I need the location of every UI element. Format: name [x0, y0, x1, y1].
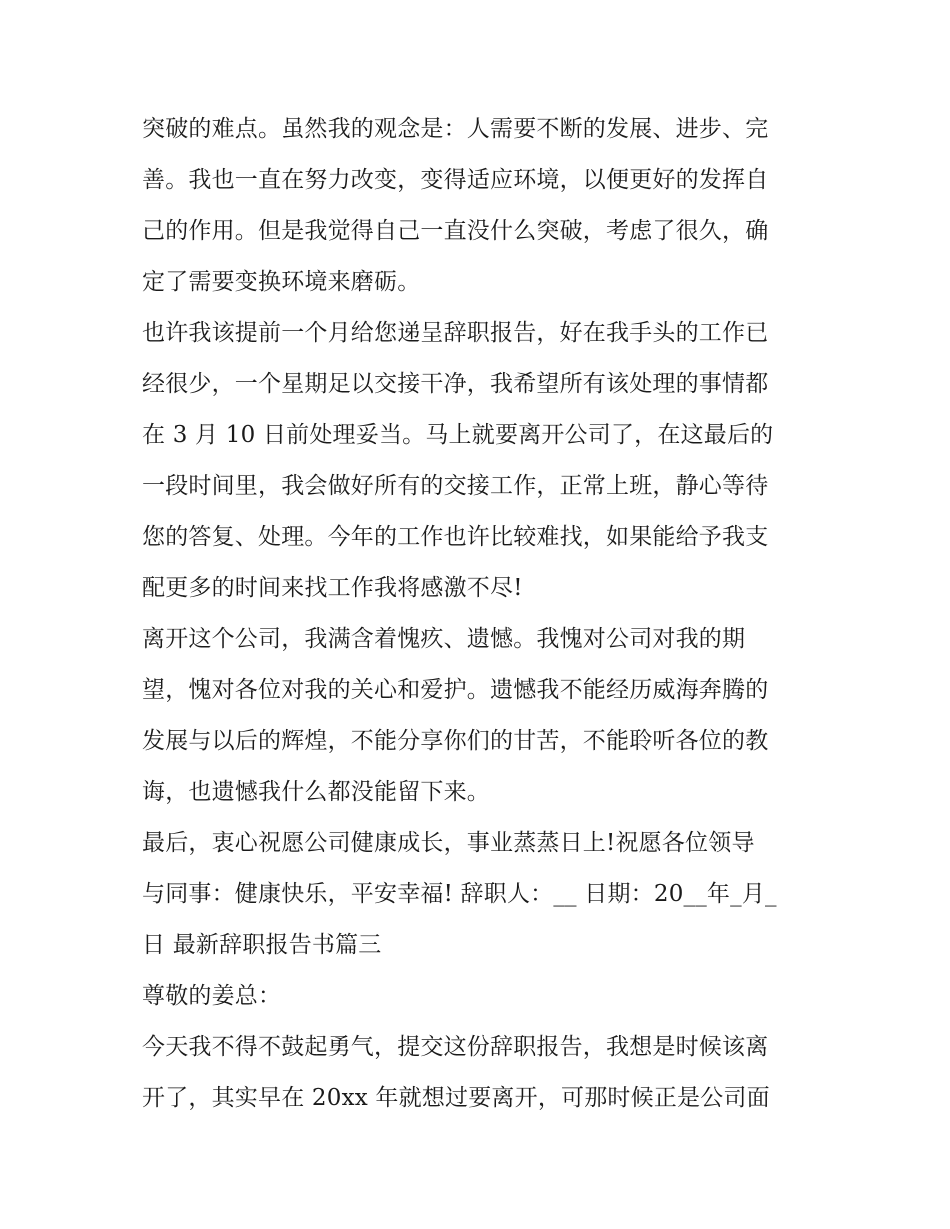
text-line: 配更多的时间来找工作我将感激不尽!	[142, 575, 523, 601]
text-line: 也许我该提前一个月给您递呈辞职报告，好在我手头的工作已	[142, 320, 769, 346]
text-line: 日 最新辞职报告书篇三	[142, 932, 382, 958]
text-line: 您的答复、处理。今年的工作也许比较难找，如果能给予我支	[142, 524, 769, 550]
text-line: 开了，其实早在 20xx 年就想过要离开，可那时候正是公司面	[142, 1085, 770, 1111]
text-line: 在 3 月 10 日前处理妥当。马上就要离开公司了，在这最后的	[142, 422, 774, 448]
text-line: 今天我不得不鼓起勇气，提交这份辞职报告，我想是时候该离	[142, 1034, 769, 1060]
text-line: 发展与以后的辉煌，不能分享你们的甘苦，不能聆听各位的教	[142, 728, 769, 754]
text-line: 与同事：健康快乐，平安幸福! 辞职人：__ 日期：20__年_月_	[142, 881, 777, 907]
text-line: 突破的难点。虽然我的观念是：人需要不断的发展、进步、完	[142, 116, 769, 142]
text-line: 望，愧对各位对我的关心和爱护。遗憾我不能经历威海奔腾的	[142, 677, 769, 703]
text-line: 一段时间里，我会做好所有的交接工作，正常上班，静心等待	[142, 473, 769, 499]
text-line: 尊敬的姜总：	[142, 983, 282, 1009]
document-body	[142, 104, 822, 1124]
text-line: 诲，也遗憾我什么都没能留下来。	[142, 779, 490, 805]
text-line: 离开这个公司，我满含着愧疚、遗憾。我愧对公司对我的期	[142, 626, 746, 652]
text-line: 最后，衷心祝愿公司健康成长，事业蒸蒸日上!祝愿各位领导	[142, 830, 755, 856]
text-line: 定了需要变换环境来磨砺。	[142, 269, 421, 295]
text-line: 经很少，一个星期足以交接干净，我希望所有该处理的事情都	[142, 371, 769, 397]
text-line: 己的作用。但是我觉得自己一直没什么突破，考虑了很久，确	[142, 218, 769, 244]
text-line: 善。我也一直在努力改变，变得适应环境，以便更好的发挥自	[142, 167, 769, 193]
